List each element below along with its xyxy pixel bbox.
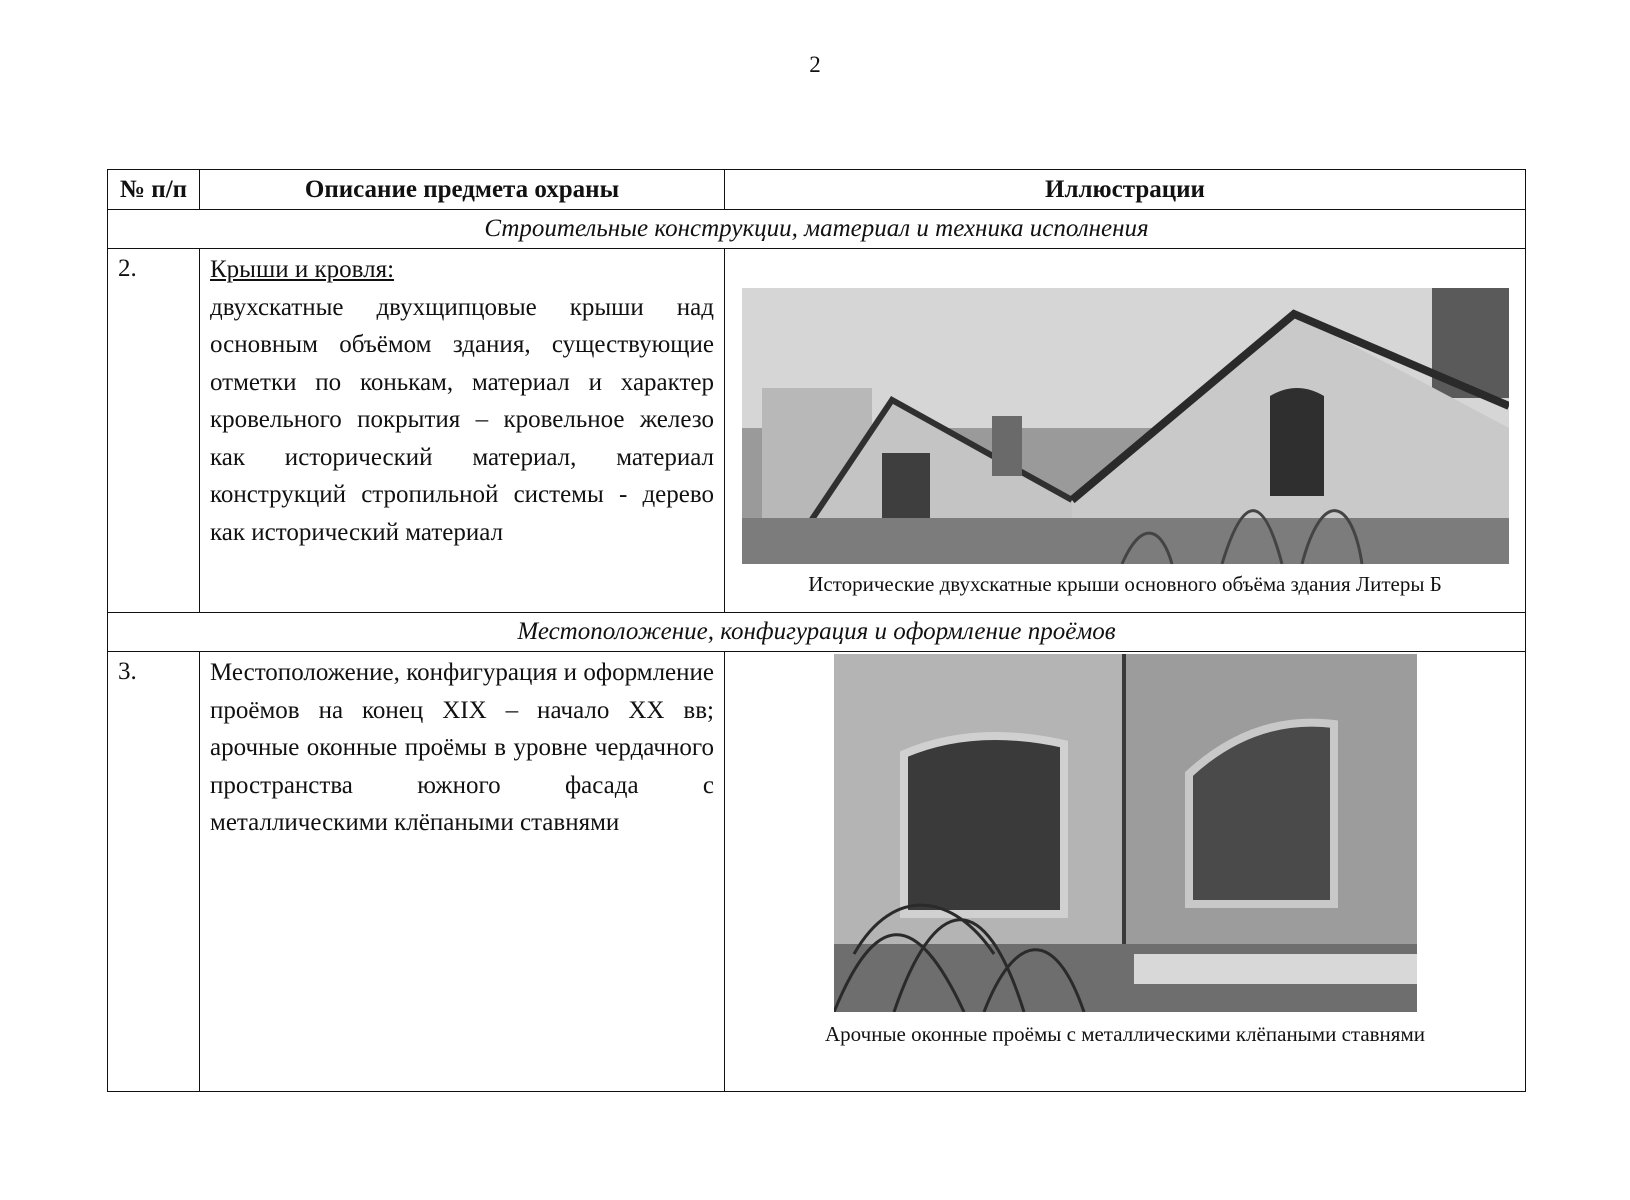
item-number: 3. [108, 652, 200, 1092]
item-text: двухскатные двухщипцовые крыши над основным объёмом здания, существующие отметки по конькам, материал и характер кровельного покрытия – кровельное железо как исторический материал, материал конструкций стропильной системы - дерево как исторический материал [210, 293, 714, 546]
section-row [108, 210, 1526, 249]
roof-caption: Исторические двухскатные крыши основного объёма здания Литеры Б [808, 572, 1442, 596]
section-title: Строительные конструкции, материал и техника исполнения [108, 210, 1526, 249]
section-row [108, 613, 1526, 652]
window-caption: Арочные оконные проёмы с металлическими клёпаными ставнями [825, 1022, 1425, 1046]
item-description [200, 249, 725, 613]
protection-table [107, 169, 1526, 1092]
header-number: № п/п [108, 170, 200, 210]
page-number: 2 [809, 52, 821, 77]
item-number: 2. [108, 249, 200, 613]
item-text: Местоположение, конфигурация и оформление проёмов на конец XIX – начало XX вв; арочные оконные проёмы в уровне чердачного пространства южного фасада с металлическими клёпаными ставнями [210, 659, 714, 836]
table-row [108, 249, 1526, 613]
header-description: Описание предмета охраны [200, 170, 725, 210]
section-title: Местоположение, конфигурация и оформление проёмов [108, 613, 1526, 652]
item-description [200, 652, 725, 1092]
header-illustrations: Иллюстрации [725, 170, 1526, 210]
illustration-cell [725, 249, 1526, 613]
table-row [108, 652, 1526, 1092]
window-photo [834, 654, 1417, 1012]
roof-photo [742, 288, 1509, 564]
illustration-cell [725, 652, 1526, 1092]
item-heading: Крыши и кровля: [210, 256, 395, 283]
table-header-row [108, 170, 1526, 210]
